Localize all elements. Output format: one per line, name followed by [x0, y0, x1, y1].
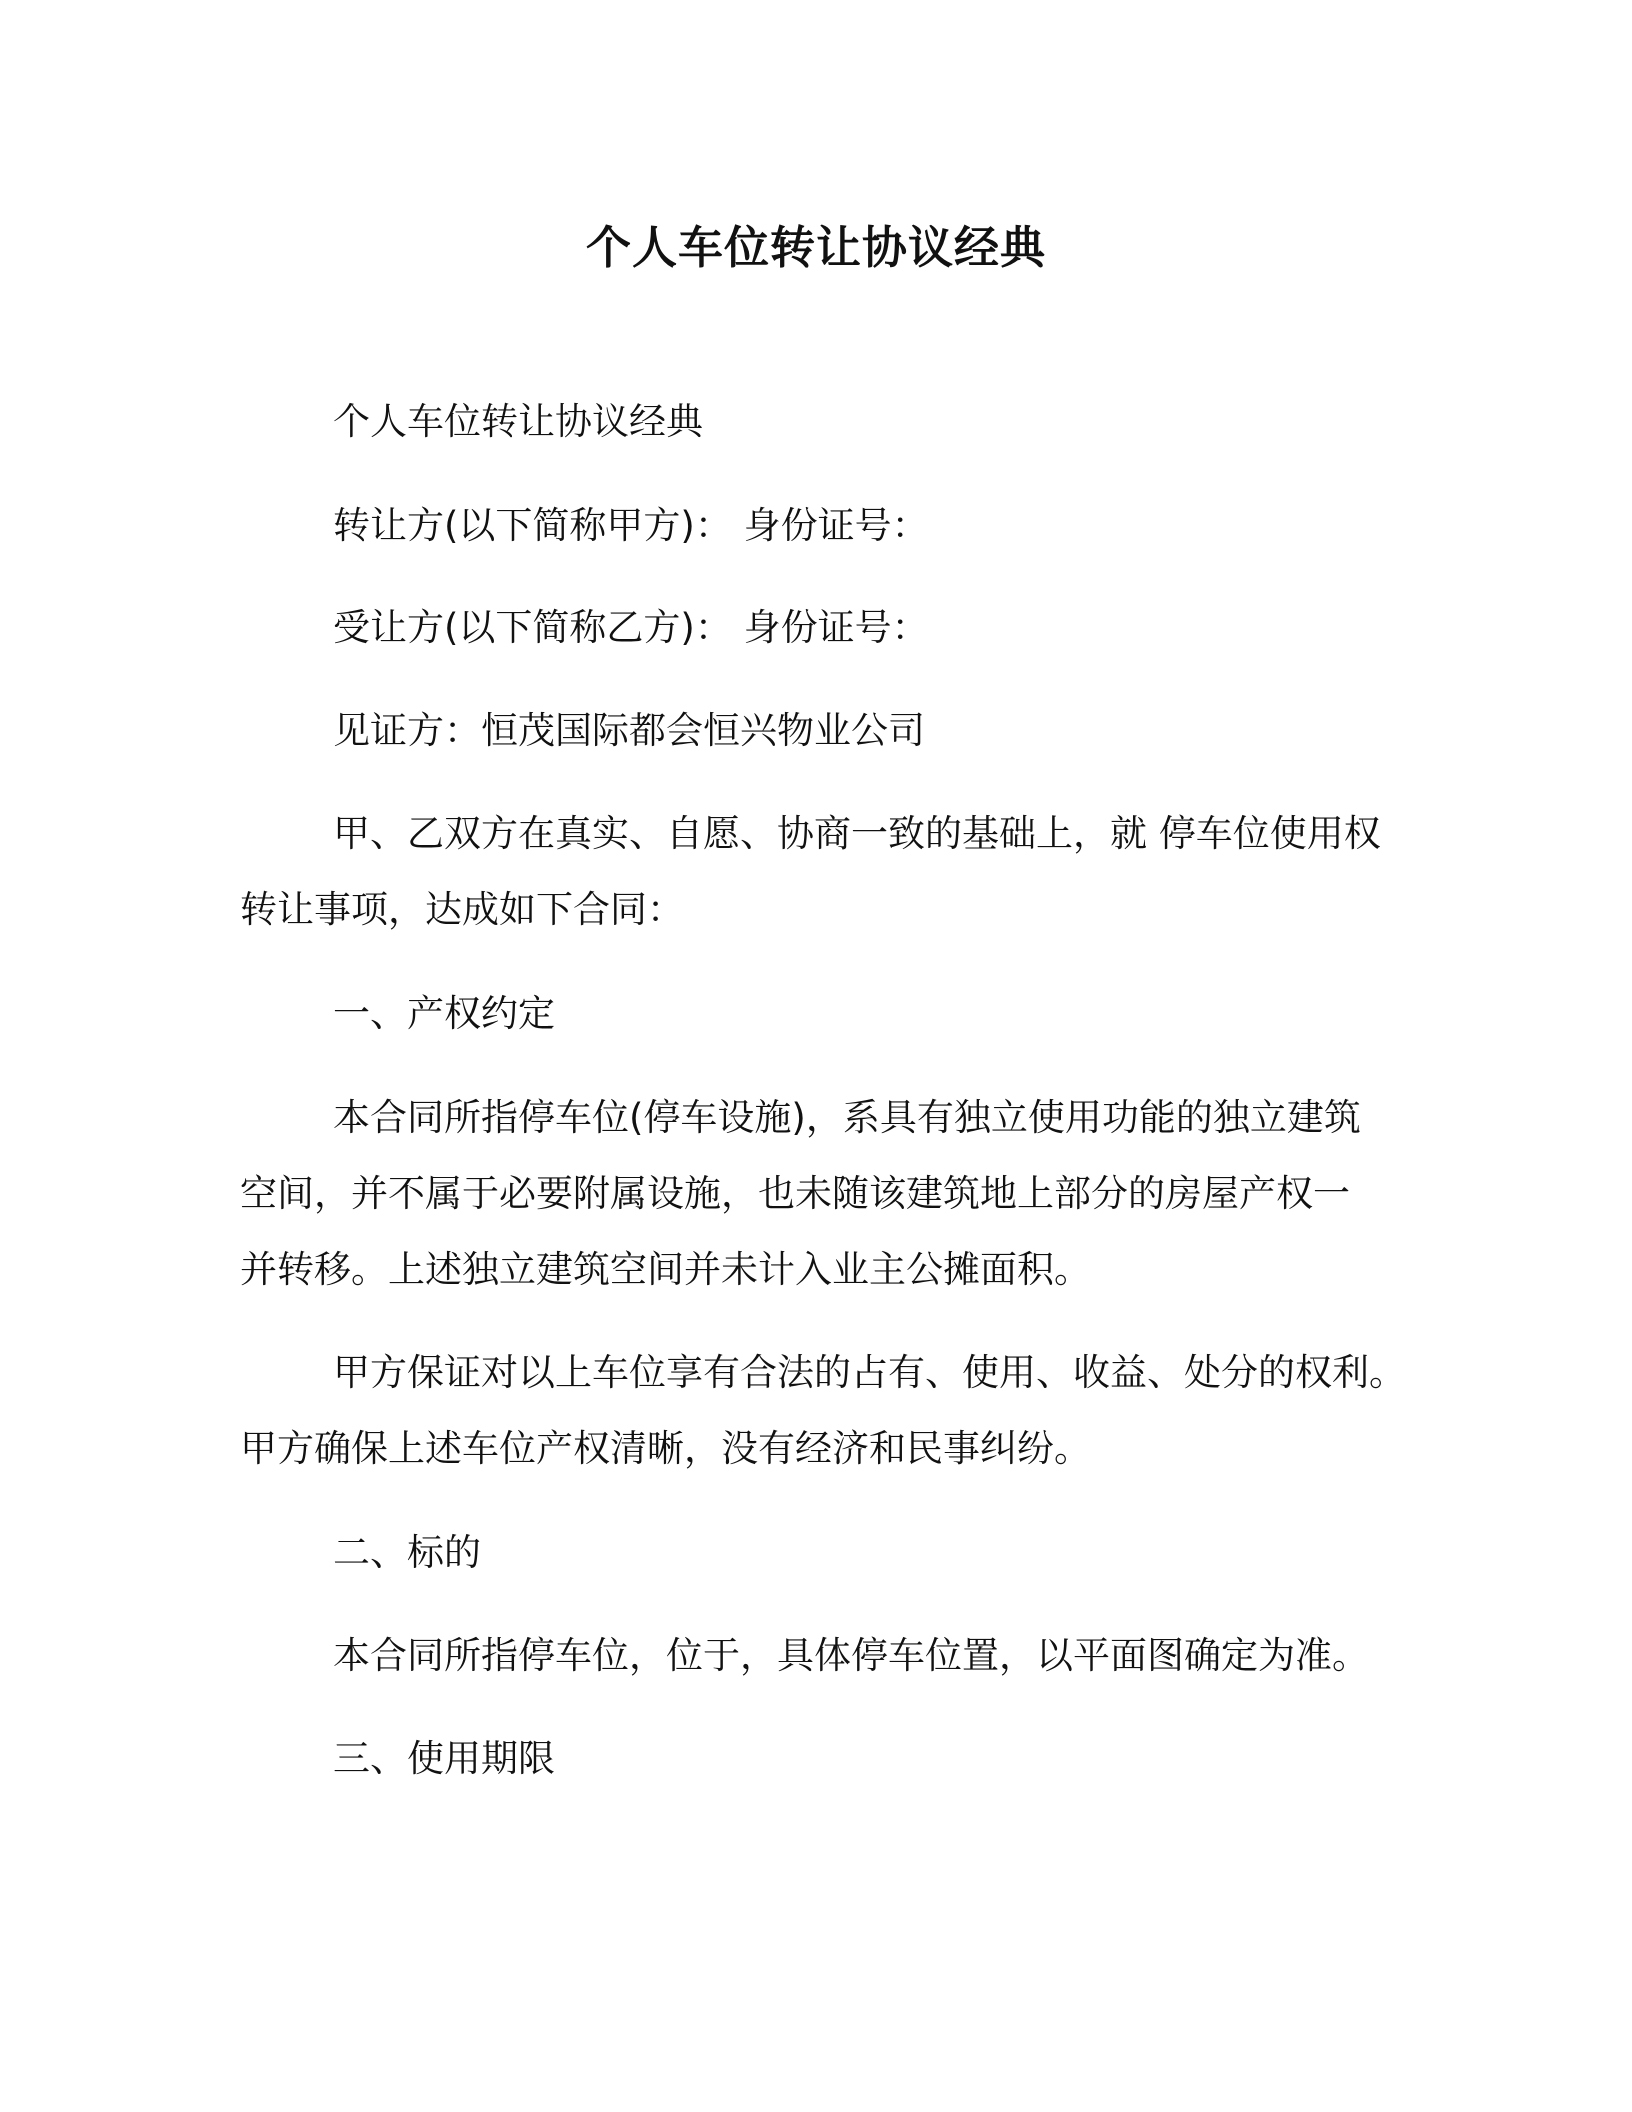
document-title: 个人车位转让协议经典	[585, 221, 1046, 274]
paragraph-line: 甲方确保上述车位产权清晰，没有经济和民事纠纷。	[240, 1427, 1091, 1470]
transferor-line: 转让方(以下简称甲方)： 身份证号：	[333, 504, 929, 547]
section-heading-3: 三、使用期限	[333, 1737, 555, 1780]
paragraph-line: 并转移。上述独立建筑空间并未计入业主公摊面积。	[240, 1248, 1091, 1291]
section-heading-2: 二、标的	[333, 1531, 481, 1574]
transferee-line: 受让方(以下简称乙方)： 身份证号：	[333, 606, 929, 649]
preamble-line-2: 转让事项，达成如下合同：	[240, 888, 684, 931]
paragraph-line: 空间，并不属于必要附属设施，也未随该建筑地上部分的房屋产权一	[240, 1172, 1350, 1215]
witness-line: 见证方：恒茂国际都会恒兴物业公司	[333, 709, 925, 752]
paragraph-line: 本合同所指停车位(停车设施)，系具有独立使用功能的独立建筑	[333, 1096, 1361, 1139]
subtitle-line: 个人车位转让协议经典	[333, 400, 703, 443]
paragraph-line: 甲方保证对以上车位享有合法的占有、使用、收益、处分的权利。	[333, 1351, 1406, 1394]
section-heading-1: 一、产权约定	[333, 992, 555, 1035]
preamble-line-1: 甲、乙双方在真实、自愿、协商一致的基础上，就 停车位使用权	[333, 812, 1381, 855]
paragraph-line: 本合同所指停车位，位于，具体停车位置，以平面图确定为准。	[333, 1634, 1369, 1677]
